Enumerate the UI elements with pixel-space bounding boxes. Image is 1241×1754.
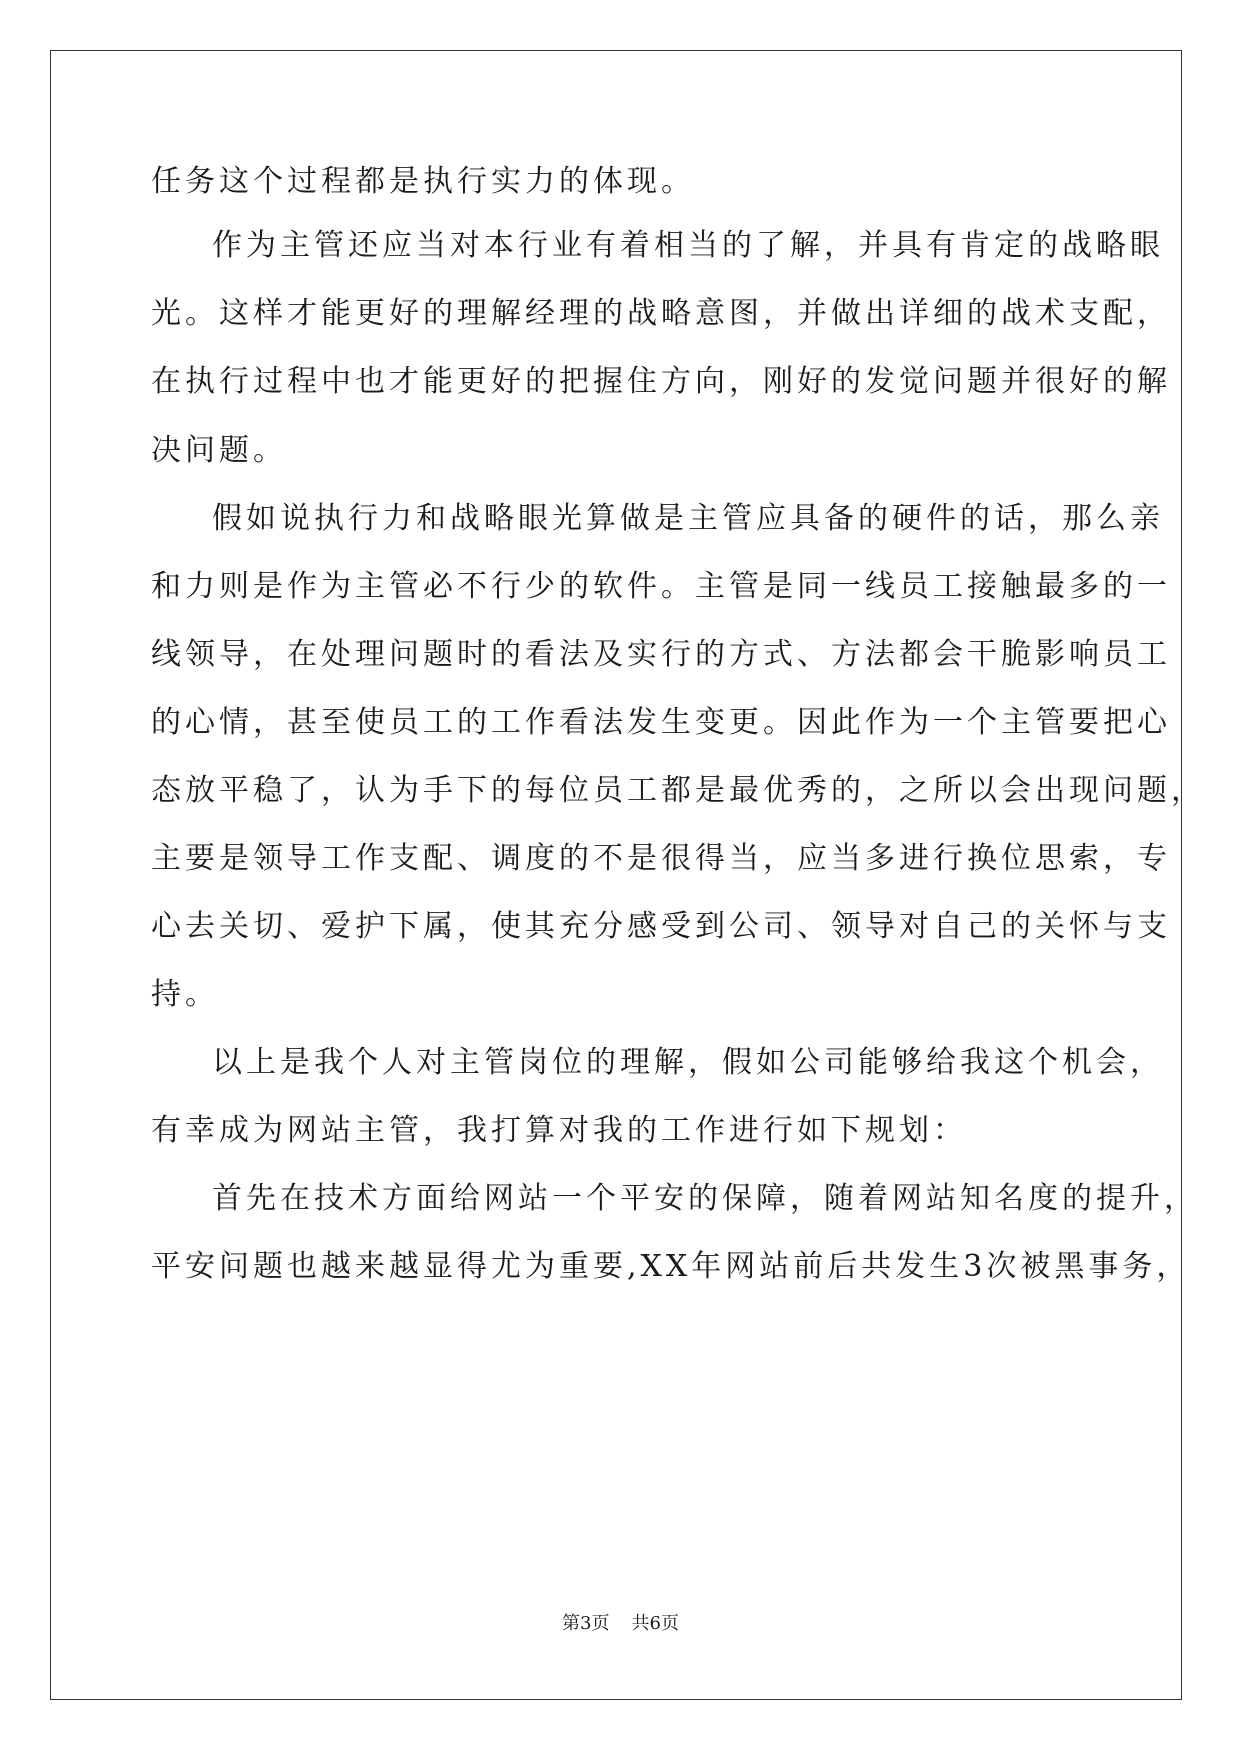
paragraph-line: 有幸成为网站主管，我打算对我的工作进行如下规划： [151, 1113, 967, 1148]
paragraph-line: 和力则是作为主管必不行少的软件。主管是同一线员工接触最多的一 [151, 569, 1171, 604]
paragraph-line: 在执行过程中也才能更好的把握住方向，刚好的发觉问题并很好的解 [151, 364, 1171, 399]
paragraph-line: 持。 [151, 977, 219, 1012]
paragraph-line: 假如说执行力和战略眼光算做是主管应具备的硬件的话，那么亲 [212, 501, 1164, 536]
paragraph-line: 的心情，甚至使员工的工作看法发生变更。因此作为一个主管要把心 [151, 705, 1171, 740]
paragraph-line: 任务这个过程都是执行实力的体现。 [151, 164, 695, 199]
paragraph-line: 主要是领导工作支配、调度的不是很得当，应当多进行换位思索，专 [151, 841, 1171, 876]
paragraph-line: 心去关切、爱护下属，使其充分感受到公司、领导对自己的关怀与支 [151, 909, 1171, 944]
page-footer [0, 1612, 1241, 1636]
page-total: 共6页 [631, 1613, 679, 1634]
paragraph-line: 作为主管还应当对本行业有着相当的了解，并具有肯定的战略眼 [212, 228, 1164, 263]
paragraph-line: 决问题。 [151, 433, 287, 468]
page-number: 第3页 [562, 1613, 610, 1634]
paragraph-line: 态放平稳了，认为手下的每位员工都是最优秀的，之所以会出现问题， [151, 773, 1205, 808]
paragraph-line: 首先在技术方面给网站一个平安的保障，随着网站知名度的提升， [212, 1181, 1198, 1216]
paragraph-line: 以上是我个人对主管岗位的理解，假如公司能够给我这个机会， [212, 1045, 1164, 1080]
paragraph-line: 平安问题也越来越显得尤为重要,XX年网站前后共发生3次被黑事务， [151, 1249, 1191, 1284]
paragraph-line: 线领导，在处理问题时的看法及实行的方式、方法都会干脆影响员工 [151, 637, 1171, 672]
paragraph-line: 光。这样才能更好的理解经理的战略意图，并做出详细的战术支配， [151, 296, 1171, 331]
